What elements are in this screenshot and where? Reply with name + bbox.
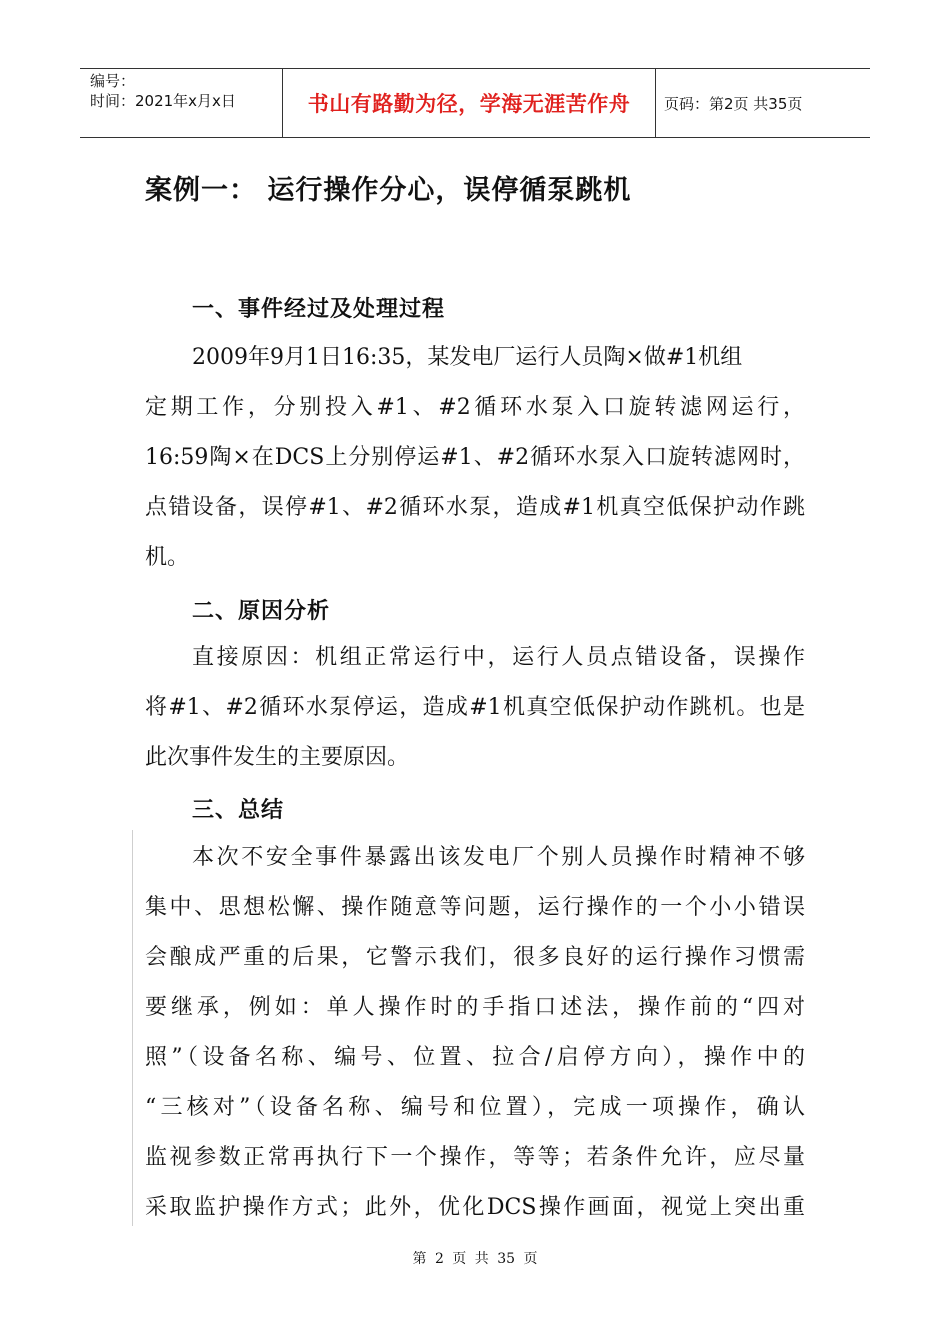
section-heading-3: 三、总结 [192,798,285,823]
paragraph-line: 采取监护操作方式；此外，优化DCS操作画面，视觉上突出重 [145,1195,805,1220]
paragraph-line: 会酿成严重的后果，它警示我们，很多良好的运行操作习惯需 [145,945,805,970]
paragraph-line: 直接原因：机组正常运行中，运行人员点错设备，误操作 [192,645,805,670]
paragraph-line: 集中、思想松懈、操作随意等问题，运行操作的一个小小错误 [145,895,805,920]
paragraph-line: 定期工作，分别投入#1、#2循环水泵入口旋转滤网运行， [145,395,805,420]
paragraph-line: 机。 [145,545,190,570]
section-heading-2: 二、原因分析 [192,599,331,624]
section-heading-1: 一、事件经过及处理过程 [192,297,446,322]
paragraph-line: 照”（设备名称、编号、位置、拉合/启停方向），操作中的 [145,1045,805,1070]
page-title: 案例一： 运行操作分心，误停循泵跳机 [145,175,632,206]
paragraph-line: “三核对”（设备名称、编号和位置），完成一项操作，确认 [145,1095,805,1120]
paragraph-line: 监视参数正常再执行下一个操作，等等；若条件允许，应尽量 [145,1145,805,1170]
header-page-info: 页码：第2页 共35页 [664,94,803,113]
paragraph-line: 16:59陶×在DCS上分别停运#1、#2循环水泵入口旋转滤网时， [145,445,805,470]
paragraph-line: 此次事件发生的主要原因。 [145,745,410,770]
paragraph-line: 要继承，例如：单人操作时的手指口述法，操作前的“四对 [145,995,805,1020]
motto: 书山有路勤为径，学海无涯苦作舟 [307,92,631,116]
header-motto-cell [282,69,656,137]
page-header [80,68,870,138]
paragraph-line: 点错设备，误停#1、#2循环水泵，造成#1机真空低保护动作跳 [145,495,805,520]
paragraph-line: 将#1、#2循环水泵停运，造成#1机真空低保护动作跳机。也是 [145,695,805,720]
page-footer: 第 2 页 共 35 页 [412,1251,538,1267]
number-label: 编号： [90,72,136,90]
margin-rule [132,830,133,1226]
paragraph-line: 本次不安全事件暴露出该发电厂个别人员操作时精神不够 [192,845,805,870]
paragraph-line: 2009年9月1日16:35，某发电厂运行人员陶×做#1机组 [192,345,743,370]
header-meta [80,69,282,137]
time-label: 时间：2021年x月x日 [90,92,236,110]
